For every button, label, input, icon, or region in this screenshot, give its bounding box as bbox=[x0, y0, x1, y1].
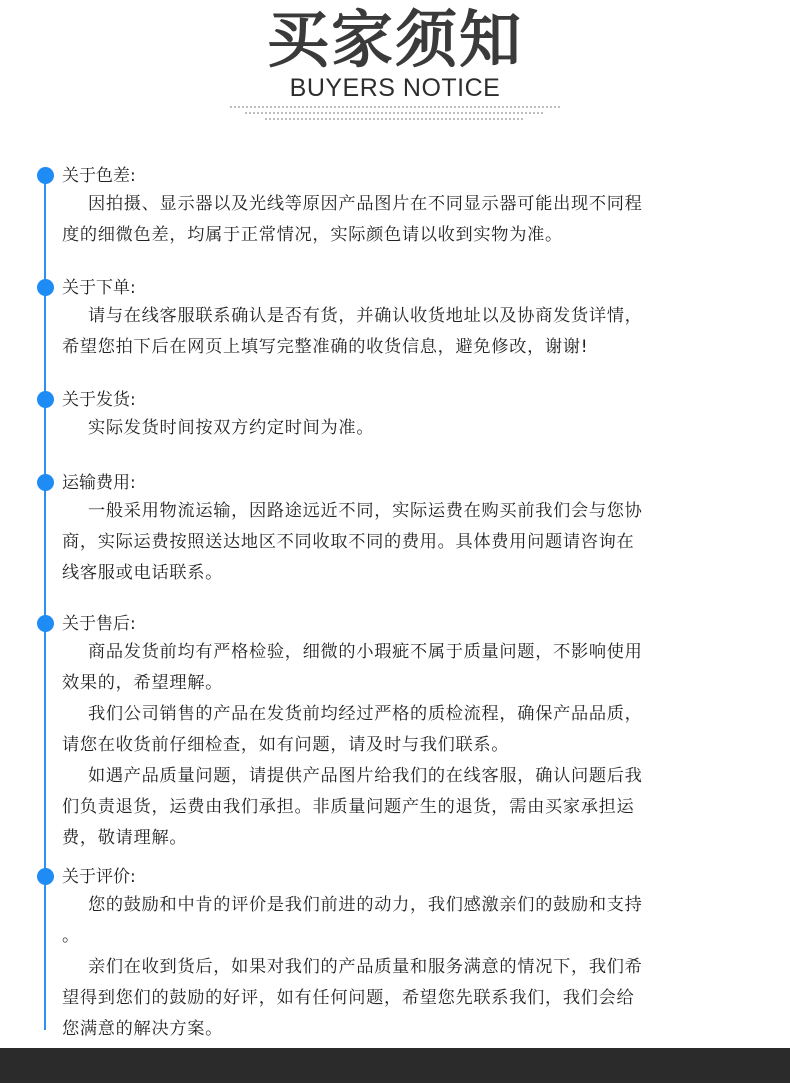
paragraph-line: 度的细微色差，均属于正常情况，实际颜色请以收到实物为准。 bbox=[62, 225, 563, 245]
paragraph-line: 希望您拍下后在网页上填写完整准确的收货信息，避免修改，谢谢! bbox=[62, 337, 589, 357]
paragraph-line: 亲们在收到货后，如果对我们的产品质量和服务满意的情况下，我们希 bbox=[88, 957, 643, 977]
paragraph-line: 们负责退货，运费由我们承担。非质量问题产生的退货，需由买家承担运 bbox=[62, 797, 635, 817]
paragraph-line: 一般采用物流运输，因路途远近不同，实际运费在购买前我们会与您协 bbox=[88, 501, 643, 521]
timeline-line bbox=[44, 176, 46, 1030]
paragraph-line: 商品发货前均有严格检验，细微的小瑕疵不属于质量问题，不影响使用 bbox=[88, 642, 643, 662]
paragraph-line: 请您在收货前仔细检查，如有问题，请及时与我们联系。 bbox=[62, 735, 510, 755]
footer-bar bbox=[0, 1048, 790, 1083]
paragraph-line: 线客服或电话联系。 bbox=[62, 563, 223, 583]
paragraph-line: 请与在线客服联系确认是否有货，并确认收货地址以及协商发货详情， bbox=[88, 306, 643, 326]
page-title: 买家须知 bbox=[266, 3, 523, 76]
section-body bbox=[62, 413, 726, 444]
section-title: 关于售后: bbox=[62, 614, 136, 634]
bullet-dot-icon bbox=[37, 167, 54, 184]
section-title: 关于评价: bbox=[62, 867, 136, 887]
paragraph-line: 。 bbox=[62, 926, 80, 946]
page-subtitle: BUYERS NOTICE bbox=[289, 74, 501, 102]
bullet-dot-icon bbox=[37, 391, 54, 408]
paragraph-line: 费，敬请理解。 bbox=[62, 828, 188, 848]
section-title: 关于色差: bbox=[62, 166, 136, 186]
section-body bbox=[62, 637, 726, 854]
paragraph-line: 实际发货时间按双方约定时间为准。 bbox=[88, 418, 375, 438]
section-title: 关于发货: bbox=[62, 390, 136, 410]
paragraph-line: 如遇产品质量问题，请提供产品图片给我们的在线客服，确认问题后我 bbox=[88, 766, 643, 786]
bullet-dot-icon bbox=[37, 868, 54, 885]
bullet-dot-icon bbox=[37, 474, 54, 491]
bullet-dot-icon bbox=[37, 615, 54, 632]
section-body bbox=[62, 301, 726, 363]
paragraph-line: 您满意的解决方案。 bbox=[62, 1019, 223, 1039]
paragraph-line: 我们公司销售的产品在发货前均经过严格的质检流程，确保产品品质， bbox=[88, 704, 643, 724]
section-title: 关于下单: bbox=[62, 278, 136, 298]
bullet-dot-icon bbox=[37, 279, 54, 296]
paragraph-line: 效果的，希望理解。 bbox=[62, 673, 223, 693]
section-body bbox=[62, 189, 726, 251]
decorative-fine-print bbox=[230, 106, 560, 124]
paragraph-line: 您的鼓励和中肯的评价是我们前进的动力，我们感激亲们的鼓励和支持 bbox=[88, 895, 643, 915]
section-body bbox=[62, 496, 726, 589]
header bbox=[0, 0, 790, 140]
section-title: 运输费用: bbox=[62, 473, 136, 493]
section-body bbox=[62, 890, 726, 1045]
paragraph-line: 因拍摄、显示器以及光线等原因产品图片在不同显示器可能出现不同程 bbox=[88, 194, 643, 214]
paragraph-line: 商，实际运费按照送达地区不同收取不同的费用。具体费用问题请咨询在 bbox=[62, 532, 635, 552]
paragraph-line: 望得到您们的鼓励的好评，如有任何问题，希望您先联系我们，我们会给 bbox=[62, 988, 635, 1008]
